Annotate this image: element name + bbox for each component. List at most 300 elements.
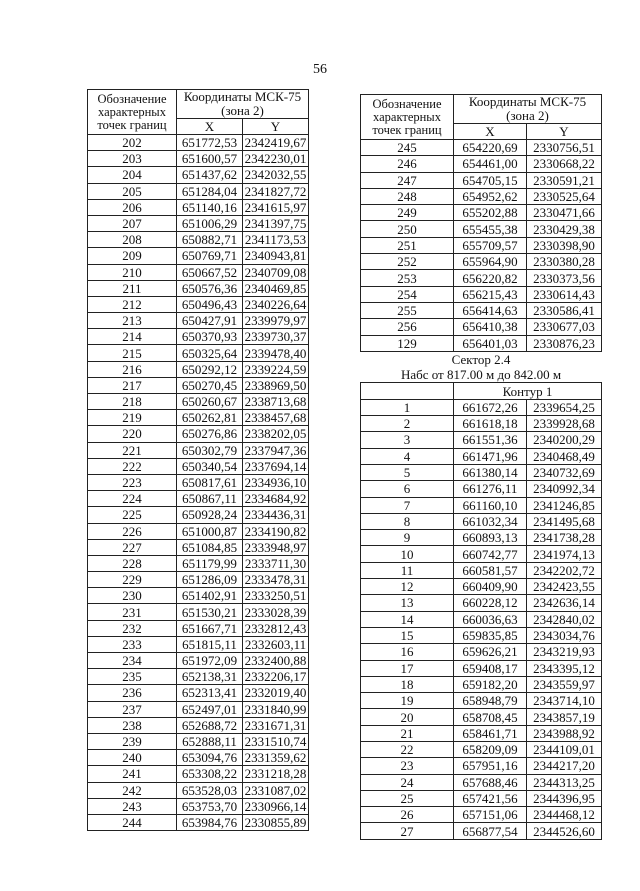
x-value: 650867,11 xyxy=(177,491,243,507)
table-row xyxy=(88,507,309,523)
point-id: 17 xyxy=(361,660,454,676)
x-value: 656215,43 xyxy=(454,286,527,302)
table-row xyxy=(361,790,602,806)
x-value: 650427,91 xyxy=(177,313,243,329)
x-header: X xyxy=(177,119,243,135)
point-id: 16 xyxy=(361,644,454,660)
y-value: 2330876,23 xyxy=(527,335,602,351)
x-value: 658461,71 xyxy=(454,725,527,741)
coords-header: Координаты МСК-75 (зона 2) xyxy=(177,90,309,119)
x-value: 650260,67 xyxy=(177,394,243,410)
x-value: 656220,82 xyxy=(454,270,527,286)
point-id: 229 xyxy=(88,572,177,588)
y-value: 2342230,01 xyxy=(243,151,309,167)
x-value: 650667,52 xyxy=(177,264,243,280)
x-value: 661618,18 xyxy=(454,416,527,432)
point-id: 238 xyxy=(88,717,177,733)
y-value: 2333250,51 xyxy=(243,588,309,604)
point-id: 248 xyxy=(361,188,454,204)
table-row xyxy=(361,774,602,790)
x-value: 661032,34 xyxy=(454,513,527,529)
y-value: 2340732,69 xyxy=(527,464,602,480)
point-id: 223 xyxy=(88,474,177,490)
point-id: 3 xyxy=(361,432,454,448)
table-row xyxy=(361,140,602,156)
point-id: 15 xyxy=(361,627,454,643)
point-id: 226 xyxy=(88,523,177,539)
y-value: 2341827,72 xyxy=(243,183,309,199)
x-value: 650769,71 xyxy=(177,248,243,264)
y-value: 2342202,72 xyxy=(527,562,602,578)
y-value: 2333478,31 xyxy=(243,572,309,588)
table-row xyxy=(361,205,602,221)
y-value: 2342423,55 xyxy=(527,579,602,595)
y-value: 2344109,01 xyxy=(527,741,602,757)
x-value: 659626,21 xyxy=(454,644,527,660)
y-value: 2333711,30 xyxy=(243,555,309,571)
page-number: 56 xyxy=(313,62,327,77)
y-value: 2331218,28 xyxy=(243,766,309,782)
y-value: 2341246,85 xyxy=(527,497,602,513)
x-value: 660228,12 xyxy=(454,595,527,611)
table-row xyxy=(88,491,309,507)
y-value: 2334936,10 xyxy=(243,474,309,490)
point-id: 12 xyxy=(361,579,454,595)
point-id: 4 xyxy=(361,448,454,464)
x-value: 652688,72 xyxy=(177,717,243,733)
y-value: 2332812,43 xyxy=(243,620,309,636)
y-value: 2339478,40 xyxy=(243,345,309,361)
table-row xyxy=(361,221,602,237)
point-id: 243 xyxy=(88,798,177,814)
y-value: 2339730,37 xyxy=(243,329,309,345)
table-row xyxy=(361,644,602,660)
point-id: 220 xyxy=(88,426,177,442)
y-value: 2333028,39 xyxy=(243,604,309,620)
y-value: 2344313,25 xyxy=(527,774,602,790)
y-value: 2334190,82 xyxy=(243,523,309,539)
y-value: 2341495,68 xyxy=(527,513,602,529)
point-id: 20 xyxy=(361,709,454,725)
table-row xyxy=(361,513,602,529)
point-id: 21 xyxy=(361,725,454,741)
y-value: 2341615,97 xyxy=(243,199,309,215)
table-row xyxy=(361,335,602,351)
table-row xyxy=(361,660,602,676)
x-value: 661672,26 xyxy=(454,399,527,415)
point-id: 7 xyxy=(361,497,454,513)
y-value: 2332603,11 xyxy=(243,636,309,652)
point-id: 255 xyxy=(361,302,454,318)
y-value: 2330380,28 xyxy=(527,254,602,270)
point-id: 129 xyxy=(361,335,454,351)
table-row xyxy=(361,807,602,823)
table-row xyxy=(88,151,309,167)
point-id: 219 xyxy=(88,410,177,426)
x-value: 658948,79 xyxy=(454,693,527,709)
point-id: 228 xyxy=(88,555,177,571)
y-value: 2332400,88 xyxy=(243,653,309,669)
y-value: 2330668,22 xyxy=(527,156,602,172)
table-row xyxy=(88,620,309,636)
point-id: 206 xyxy=(88,199,177,215)
point-id: 250 xyxy=(361,221,454,237)
y-value: 2331087,02 xyxy=(243,782,309,798)
coords-header: Координаты МСК-75 (зона 2) xyxy=(454,95,602,124)
point-id: 235 xyxy=(88,669,177,685)
table-row xyxy=(88,329,309,345)
point-id: 212 xyxy=(88,296,177,312)
table-row xyxy=(361,758,602,774)
x-value: 653984,76 xyxy=(177,814,243,830)
point-id: 240 xyxy=(88,750,177,766)
point-id: 5 xyxy=(361,464,454,480)
table-row xyxy=(361,302,602,318)
point-id: 213 xyxy=(88,313,177,329)
coordinates-table-left xyxy=(87,89,309,831)
x-value: 656401,03 xyxy=(454,335,527,351)
point-id: 231 xyxy=(88,604,177,620)
point-id: 8 xyxy=(361,513,454,529)
y-header: Y xyxy=(527,124,602,140)
y-value: 2337694,14 xyxy=(243,458,309,474)
table-row xyxy=(361,156,602,172)
x-value: 654705,15 xyxy=(454,172,527,188)
point-id: 237 xyxy=(88,701,177,717)
x-value: 661276,11 xyxy=(454,481,527,497)
point-id: 217 xyxy=(88,377,177,393)
table-row xyxy=(88,442,309,458)
table-row xyxy=(361,481,602,497)
x-value: 652497,01 xyxy=(177,701,243,717)
y-value: 2341974,13 xyxy=(527,546,602,562)
table-row xyxy=(88,394,309,410)
y-value: 2340992,34 xyxy=(527,481,602,497)
y-value: 2339979,97 xyxy=(243,313,309,329)
table-row xyxy=(361,237,602,253)
y-value: 2330591,21 xyxy=(527,172,602,188)
x-value: 654461,00 xyxy=(454,156,527,172)
table-row xyxy=(361,562,602,578)
x-value: 651600,57 xyxy=(177,151,243,167)
point-id: 205 xyxy=(88,183,177,199)
point-id: 244 xyxy=(88,814,177,830)
point-id: 222 xyxy=(88,458,177,474)
point-id: 221 xyxy=(88,442,177,458)
table-row xyxy=(88,636,309,652)
y-value: 2332206,17 xyxy=(243,669,309,685)
x-value: 656414,63 xyxy=(454,302,527,318)
y-value: 2331671,31 xyxy=(243,717,309,733)
table-row xyxy=(361,530,602,546)
table-row xyxy=(88,555,309,571)
table-row xyxy=(88,701,309,717)
x-value: 657688,46 xyxy=(454,774,527,790)
x-value: 655709,57 xyxy=(454,237,527,253)
table-row xyxy=(88,426,309,442)
table-row xyxy=(361,286,602,302)
y-value: 2338969,50 xyxy=(243,377,309,393)
table-row xyxy=(88,733,309,749)
x-value: 651815,11 xyxy=(177,636,243,652)
point-id: 254 xyxy=(361,286,454,302)
y-value: 2343219,93 xyxy=(527,644,602,660)
x-value: 661471,96 xyxy=(454,448,527,464)
y-value: 2342636,14 xyxy=(527,595,602,611)
x-value: 651284,04 xyxy=(177,183,243,199)
point-id: 215 xyxy=(88,345,177,361)
point-id: 247 xyxy=(361,172,454,188)
y-value: 2342032,55 xyxy=(243,167,309,183)
point-id: 236 xyxy=(88,685,177,701)
x-value: 658209,09 xyxy=(454,741,527,757)
x-value: 654952,62 xyxy=(454,188,527,204)
point-id: 249 xyxy=(361,205,454,221)
table-row xyxy=(361,416,602,432)
y-value: 2332019,40 xyxy=(243,685,309,701)
point-id: 6 xyxy=(361,481,454,497)
y-value: 2330586,41 xyxy=(527,302,602,318)
x-value: 657151,06 xyxy=(454,807,527,823)
y-value: 2343857,19 xyxy=(527,709,602,725)
x-value: 651179,99 xyxy=(177,555,243,571)
table-row xyxy=(361,611,602,627)
x-value: 653308,22 xyxy=(177,766,243,782)
y-value: 2344526,60 xyxy=(527,823,602,839)
x-value: 652138,31 xyxy=(177,669,243,685)
table-row xyxy=(88,588,309,604)
table-row xyxy=(361,464,602,480)
x-value: 655202,88 xyxy=(454,205,527,221)
x-value: 651286,09 xyxy=(177,572,243,588)
y-value: 2339224,59 xyxy=(243,361,309,377)
point-id: 22 xyxy=(361,741,454,757)
y-value: 2331359,62 xyxy=(243,750,309,766)
y-value: 2330398,90 xyxy=(527,237,602,253)
y-value: 2343714,10 xyxy=(527,693,602,709)
x-value: 651972,09 xyxy=(177,653,243,669)
point-id: 13 xyxy=(361,595,454,611)
table-row xyxy=(361,709,602,725)
y-value: 2330677,03 xyxy=(527,319,602,335)
table-row xyxy=(361,497,602,513)
table-row xyxy=(361,579,602,595)
y-value: 2342419,67 xyxy=(243,135,309,151)
point-id: 208 xyxy=(88,232,177,248)
point-id: 25 xyxy=(361,790,454,806)
x-value: 656410,38 xyxy=(454,319,527,335)
table-row xyxy=(361,823,602,839)
point-id: 246 xyxy=(361,156,454,172)
coordinates-table-right xyxy=(360,94,602,840)
y-value: 2330373,56 xyxy=(527,270,602,286)
point-id: 202 xyxy=(88,135,177,151)
point-id: 19 xyxy=(361,693,454,709)
point-id: 11 xyxy=(361,562,454,578)
sector-title: Сектор 2.4 xyxy=(451,352,511,367)
x-value: 651772,53 xyxy=(177,135,243,151)
y-value: 2334684,92 xyxy=(243,491,309,507)
y-value: 2340469,85 xyxy=(243,280,309,296)
x-value: 659835,85 xyxy=(454,627,527,643)
y-value: 2341397,75 xyxy=(243,215,309,231)
y-header: Y xyxy=(243,119,309,135)
table-row xyxy=(361,595,602,611)
table-row xyxy=(88,523,309,539)
point-id: 211 xyxy=(88,280,177,296)
point-id: 218 xyxy=(88,394,177,410)
table-row xyxy=(88,717,309,733)
table-row xyxy=(88,782,309,798)
x-value: 651667,71 xyxy=(177,620,243,636)
x-value: 660036,63 xyxy=(454,611,527,627)
x-value: 650302,79 xyxy=(177,442,243,458)
y-value: 2330855,89 xyxy=(243,814,309,830)
point-id: 224 xyxy=(88,491,177,507)
x-value: 651437,62 xyxy=(177,167,243,183)
point-id: 10 xyxy=(361,546,454,562)
point-id: 253 xyxy=(361,270,454,286)
point-id: 241 xyxy=(88,766,177,782)
y-value: 2344217,20 xyxy=(527,758,602,774)
x-value: 657951,16 xyxy=(454,758,527,774)
x-value: 661380,14 xyxy=(454,464,527,480)
x-value: 650292,12 xyxy=(177,361,243,377)
point-id: 252 xyxy=(361,254,454,270)
x-value: 657421,56 xyxy=(454,790,527,806)
x-value: 651000,87 xyxy=(177,523,243,539)
point-id: 24 xyxy=(361,774,454,790)
table-row xyxy=(88,232,309,248)
point-id: 251 xyxy=(361,237,454,253)
table-row xyxy=(361,270,602,286)
y-value: 2343559,97 xyxy=(527,676,602,692)
x-value: 655455,38 xyxy=(454,221,527,237)
table-row xyxy=(88,264,309,280)
x-value: 661551,36 xyxy=(454,432,527,448)
designation-header: Обозначение характерных точек границ xyxy=(361,95,454,140)
x-value: 653094,76 xyxy=(177,750,243,766)
table-row xyxy=(361,432,602,448)
table-row xyxy=(361,627,602,643)
x-value: 650276,86 xyxy=(177,426,243,442)
table-row xyxy=(361,741,602,757)
point-id: 245 xyxy=(361,140,454,156)
y-value: 2334436,31 xyxy=(243,507,309,523)
table-row xyxy=(361,319,602,335)
x-value: 650270,45 xyxy=(177,377,243,393)
x-value: 660581,57 xyxy=(454,562,527,578)
table-row xyxy=(88,135,309,151)
x-value: 658708,45 xyxy=(454,709,527,725)
point-id: 233 xyxy=(88,636,177,652)
x-value: 650882,71 xyxy=(177,232,243,248)
y-value: 2330966,14 xyxy=(243,798,309,814)
table-row xyxy=(88,653,309,669)
point-id: 239 xyxy=(88,733,177,749)
y-value: 2340943,81 xyxy=(243,248,309,264)
table-row xyxy=(361,399,602,415)
x-value: 650817,61 xyxy=(177,474,243,490)
table-row xyxy=(361,188,602,204)
x-value: 650262,81 xyxy=(177,410,243,426)
y-value: 2338457,68 xyxy=(243,410,309,426)
table-row xyxy=(88,798,309,814)
table-row xyxy=(88,474,309,490)
point-id: 230 xyxy=(88,588,177,604)
y-value: 2330525,64 xyxy=(527,188,602,204)
table-row xyxy=(88,458,309,474)
x-value: 656877,54 xyxy=(454,823,527,839)
y-value: 2331510,74 xyxy=(243,733,309,749)
table-row xyxy=(361,254,602,270)
table-row xyxy=(88,750,309,766)
y-value: 2340709,08 xyxy=(243,264,309,280)
point-id: 216 xyxy=(88,361,177,377)
x-value: 655964,90 xyxy=(454,254,527,270)
y-value: 2337947,36 xyxy=(243,442,309,458)
x-value: 659182,20 xyxy=(454,676,527,692)
y-value: 2342840,02 xyxy=(527,611,602,627)
x-value: 651402,91 xyxy=(177,588,243,604)
y-value: 2338202,05 xyxy=(243,426,309,442)
table-row xyxy=(361,448,602,464)
x-value: 650496,43 xyxy=(177,296,243,312)
x-value: 653753,70 xyxy=(177,798,243,814)
y-value: 2343395,12 xyxy=(527,660,602,676)
table-row xyxy=(88,248,309,264)
point-id: 232 xyxy=(88,620,177,636)
point-id: 2 xyxy=(361,416,454,432)
x-value: 653528,03 xyxy=(177,782,243,798)
point-id: 214 xyxy=(88,329,177,345)
y-value: 2344468,12 xyxy=(527,807,602,823)
point-id: 23 xyxy=(361,758,454,774)
y-value: 2330429,38 xyxy=(527,221,602,237)
y-value: 2340468,49 xyxy=(527,448,602,464)
x-value: 660409,90 xyxy=(454,579,527,595)
point-id: 9 xyxy=(361,530,454,546)
point-id: 234 xyxy=(88,653,177,669)
point-id: 210 xyxy=(88,264,177,280)
point-id: 207 xyxy=(88,215,177,231)
table-row xyxy=(88,669,309,685)
table-row xyxy=(88,377,309,393)
y-value: 2341738,28 xyxy=(527,530,602,546)
x-value: 652313,41 xyxy=(177,685,243,701)
x-value: 651140,16 xyxy=(177,199,243,215)
table-row xyxy=(88,167,309,183)
y-value: 2339654,25 xyxy=(527,399,602,415)
table-row xyxy=(361,546,602,562)
y-value: 2331840,99 xyxy=(243,701,309,717)
point-id: 204 xyxy=(88,167,177,183)
table-row xyxy=(88,183,309,199)
y-value: 2340200,29 xyxy=(527,432,602,448)
table-row xyxy=(361,725,602,741)
point-id: 256 xyxy=(361,319,454,335)
designation-header: Обозначение характерных точек границ xyxy=(88,90,177,135)
point-id: 227 xyxy=(88,539,177,555)
y-value: 2344396,95 xyxy=(527,790,602,806)
point-id: 26 xyxy=(361,807,454,823)
x-value: 661160,10 xyxy=(454,497,527,513)
sector-subtitle: Набс от 817.00 м до 842.00 м xyxy=(400,367,562,383)
y-value: 2330756,51 xyxy=(527,140,602,156)
x-value: 651530,21 xyxy=(177,604,243,620)
table-row xyxy=(88,296,309,312)
table-row xyxy=(88,215,309,231)
